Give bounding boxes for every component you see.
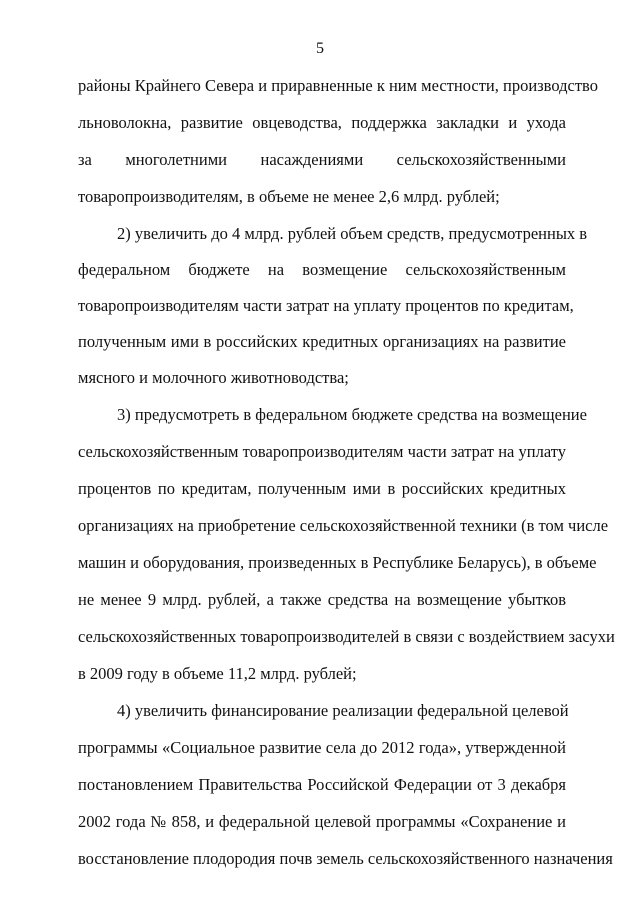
text-line: организациях на приобретение сельскохозяйственной техники (в том числе [78,516,609,535]
text-line: сельскохозяйственным товаропроизводителям части затрат на уплату [78,442,566,461]
text-line: федеральном бюджете на возмещение сельскохозяйственным [78,260,566,279]
text-line: постановлением Правительства Российской Федерации от 3 декабря [78,775,566,794]
paragraph-start-line: 3) предусмотреть в федеральном бюджете средства на возмещение [117,405,587,424]
text-line: товаропроизводителям, в объеме не менее 2,6 млрд. рублей; [78,187,500,206]
text-line: за многолетними насаждениями сельскохозяйственными [78,150,566,169]
text-line: программы «Социальное развитие села до 2012 года», утвержденной [78,738,566,757]
text-line: 2002 года № 858, и федеральной целевой программы «Сохранение и [78,812,566,831]
page-number: 5 [316,40,324,57]
text-line: мясного и молочного животноводства; [78,368,349,387]
paragraph-start-line: 4) увеличить финансирование реализации федеральной целевой [117,701,569,720]
text-line: не менее 9 млрд. рублей, а также средства на возмещение убытков [78,590,566,609]
text-line: в 2009 году в объеме 11,2 млрд. рублей; [78,664,357,683]
text-line: товаропроизводителям части затрат на уплату процентов по кредитам, [78,296,574,315]
text-line: восстановление плодородия почв земель сельскохозяйственного назначения [78,849,613,868]
text-line: процентов по кредитам, полученным ими в российских кредитных [78,479,566,498]
paragraph-start-line: 2) увеличить до 4 млрд. рублей объем средств, предусмотренных в [117,224,588,243]
text-line: льноволокна, развитие овцеводства, поддержка закладки и ухода [78,113,566,132]
text-line: машин и оборудования, произведенных в Республике Беларусь), в объеме [78,553,597,572]
text-line: сельскохозяйственных товаропроизводителей в связи с воздействием засухи [78,627,615,646]
text-line: полученным ими в российских кредитных организациях на развитие [78,332,566,351]
text-line: районы Крайнего Севера и приравненные к ним местности, производство [78,76,598,95]
